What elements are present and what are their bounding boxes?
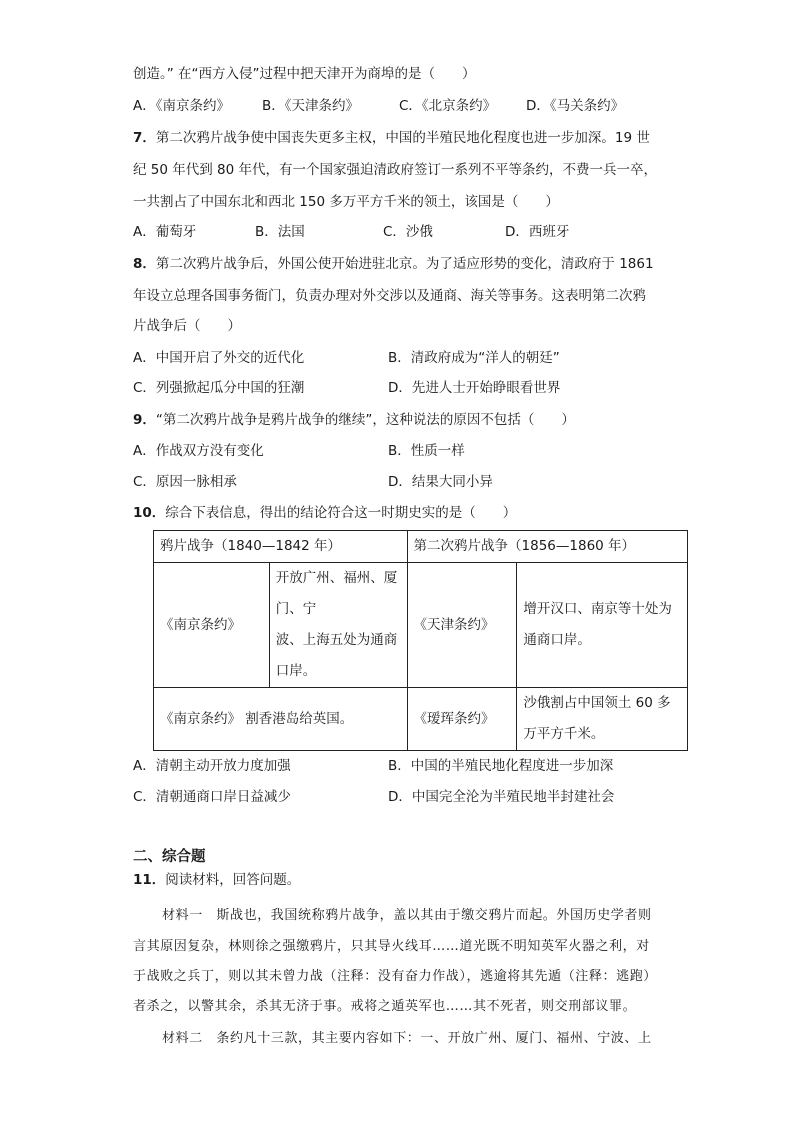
q6-option-d: D．《马关条约》 (526, 98, 625, 114)
q7-option-c: C．沙俄 (383, 224, 433, 240)
table-cell-treaty: 《天津条约》 (407, 563, 517, 688)
q11-line-1: 11．阅读材料，回答问题。 (133, 872, 301, 888)
q8-line-2: 年设立总理各国事务衙门，负责办理对外交涉以及通商、海关等事务。这表明第二次鸦 (133, 288, 646, 304)
q7-option-a: A．葡萄牙 (133, 224, 197, 240)
section-title: 二、综合题 (133, 849, 206, 865)
q7-line-1: 7．第二次鸦片战争使中国丧失更多主权，中国的半殖民地化程度也进一步加深。19 世 (133, 130, 650, 146)
q8-option-a: A．中国开启了外交的近代化 (133, 350, 305, 366)
q8-line-3: 片战争后（ ） (133, 318, 241, 334)
q10-option-d: D．中国完全沦为半殖民地半封建社会 (388, 789, 615, 805)
q9-number: 9． (133, 412, 156, 428)
material1-line-3: 于战败之兵丁，则以其未曾力战（注释：没有奋力作战），逃逾将其先遁（注释：逃跑） (133, 969, 657, 984)
table-row (154, 688, 688, 751)
q7-option-d: D．西班牙 (505, 224, 570, 240)
table-row (154, 563, 688, 688)
table-cell-content: 沙俄割占中国领土 60 多 万平方千米。 (517, 688, 688, 751)
q6-option-a: A．《南京条约》 (133, 98, 230, 114)
q7-line-2: 纪 50 年代到 80 年代，有一个国家强迫清政府签订一系列不平等条约，不费一兵一卒， (133, 162, 658, 178)
table-cell-content: 《南京条约》 割香港岛给英国。 (154, 688, 408, 751)
q8-option-d: D．先进人士开始睁眼看世界 (388, 380, 561, 396)
q9-option-b: B．性质一样 (388, 443, 465, 459)
material1-line-2: 言其原因复杂，林则徐之强缴鸦片，只其导火线耳……道光既不明知英军火器之利，对 (133, 939, 650, 954)
q9-option-d: D．结果大同小异 (388, 474, 493, 490)
q8-line-1: 8．第二次鸦片战争后，外国公使开始进驻北京。为了适应形势的变化，清政府于 1861 (133, 256, 654, 272)
q9-option-a: A．作战双方没有变化 (133, 443, 264, 459)
table-cell-treaty: 《南京条约》 (154, 563, 270, 688)
q7-option-b: B．法国 (255, 224, 305, 240)
q8-number: 8． (133, 256, 156, 272)
q10-number: 10． (133, 505, 166, 521)
q8-option-b: B．清政府成为“洋人的朝廷” (388, 350, 560, 366)
table-cell-content: 增开汉口、南京等十处为 通商口岸。 (517, 563, 688, 688)
q11-number: 11． (133, 872, 166, 888)
q6-option-c: C．《北京条约》 (399, 98, 497, 114)
q6-text: 创造。” 在“西方入侵”过程中把天津开为商埠的是（ ） (133, 66, 476, 82)
table-cell-content: 开放广州、福州、厦 门、宁 波、上海五处为通商 口岸。 (269, 563, 407, 688)
q9-option-c: C．原因一脉相承 (133, 474, 237, 490)
q7-line-3: 一共割占了中国东北和西北 150 多万平方千米的领土，该国是（ ） (133, 194, 559, 210)
q10-option-c: C．清朝通商口岸日益减少 (133, 789, 291, 805)
q10-line-1: 10．综合下表信息，得出的结论符合这一时期史实的是（ ） (133, 505, 517, 521)
q8-option-c: C．列强掀起瓜分中国的狂潮 (133, 380, 305, 396)
comparison-table (153, 530, 688, 751)
q6-option-b: B．《天津条约》 (262, 98, 360, 114)
table-cell-treaty: 《瑷珲条约》 (407, 688, 517, 751)
q7-number: 7． (133, 130, 156, 146)
q9-line-1: 9．“第二次鸦片战争是鸦片战争的继续”，这种说法的原因不包括（ ） (133, 412, 575, 428)
table-header-right: 第二次鸦片战争（1856—1860 年） (407, 531, 687, 563)
q10-option-b: B．中国的半殖民地化程度进一步加深 (388, 758, 614, 774)
material1-line-4: 者杀之，以警其余，杀其无济于事。戒将之遁英军也……其不死者，则交刑部议罪。 (133, 999, 637, 1014)
table-header-row (154, 531, 688, 563)
table-header-left: 鸦片战争（1840—1842 年） (154, 531, 408, 563)
material1-line-1: 材料一 斯战也，我国统称鸦片战争，盖以其由于缴交鸦片而起。外国历史学者则 (162, 908, 652, 923)
material2-line-1: 材料二 条约凡十三款，其主要内容如下：一、开放广州、厦门、福州、宁波、上 (162, 1031, 652, 1046)
q10-option-a: A．清朝主动开放力度加强 (133, 758, 291, 774)
